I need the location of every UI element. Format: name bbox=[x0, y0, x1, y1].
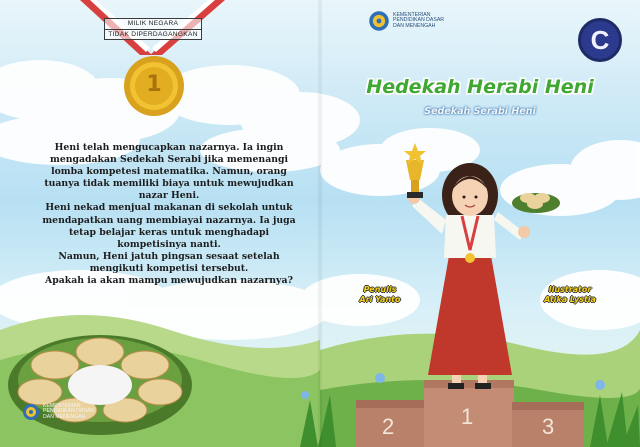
stamp-line-2: TIDAK DIPERDAGANGKAN bbox=[108, 31, 198, 38]
podium-number-3: 3 bbox=[542, 414, 555, 439]
book-spine bbox=[318, 0, 322, 447]
podium-number-2: 2 bbox=[382, 414, 395, 439]
tut-wuri-logo-icon bbox=[22, 403, 40, 421]
illustrator-name: Atika Lystia bbox=[544, 294, 596, 304]
book-subtitle: Sedekah Serabi Heni bbox=[424, 106, 536, 117]
publisher-logo-back bbox=[22, 403, 94, 421]
illustrator-label: Ilustrator bbox=[548, 285, 592, 294]
synopsis-paragraph-3: Namun, Heni jatuh pingsan sesaat setelah mengikuti kompetisi tersebut. bbox=[58, 250, 280, 274]
synopsis-paragraph-4: Apakah ia akan mampu mewujudkan nazarnya? bbox=[45, 275, 293, 287]
publisher-front-line-1: KEMENTERIAN bbox=[393, 11, 431, 18]
publisher-logo-front bbox=[368, 10, 444, 32]
publisher-front-line-3: DAN MENENGAH bbox=[393, 22, 436, 29]
writer-name: Ari Yanto bbox=[359, 294, 401, 304]
writer-credit bbox=[340, 285, 420, 304]
synopsis-text bbox=[40, 142, 298, 287]
reading-level-badge: C bbox=[578, 18, 622, 62]
ownership-stamp bbox=[104, 18, 202, 40]
tut-wuri-logo-icon bbox=[368, 10, 390, 32]
medal-number: 1 bbox=[146, 72, 162, 97]
publisher-back-line-2: PENDIDIKAN DASAR bbox=[43, 408, 95, 415]
book-title: Hedekah Herabi Heni bbox=[366, 76, 594, 98]
stamp-line-1: MILIK NEGARA bbox=[105, 19, 201, 30]
synopsis-paragraph-2: Heni nekad menjual makanan di sekolah untuk mendapatkan uang membiayai nazarnya. Ia juga tetap belajar keras untuk menghadapi kompetisinya nanti. bbox=[42, 202, 296, 250]
synopsis-paragraph-1: Heni telah mengucapkan nazarnya. Ia ingin mengadakan Sedekah Serabi jika memenangi lomba kompetesi matematika. Namun, orang tuanya tidak memiliki biaya untuk mewujudkan nazar Heni. bbox=[44, 142, 294, 202]
publisher-back-line-1: KEMENTERIAN bbox=[43, 402, 81, 409]
publisher-front-line-2: PENDIDIKAN DASAR bbox=[393, 17, 445, 24]
publisher-back-line-3: DAN MENENGAH bbox=[43, 413, 86, 420]
podium-number-1: 1 bbox=[461, 404, 474, 429]
illustrator-credit bbox=[522, 285, 618, 304]
writer-label: Penulis bbox=[363, 285, 397, 294]
